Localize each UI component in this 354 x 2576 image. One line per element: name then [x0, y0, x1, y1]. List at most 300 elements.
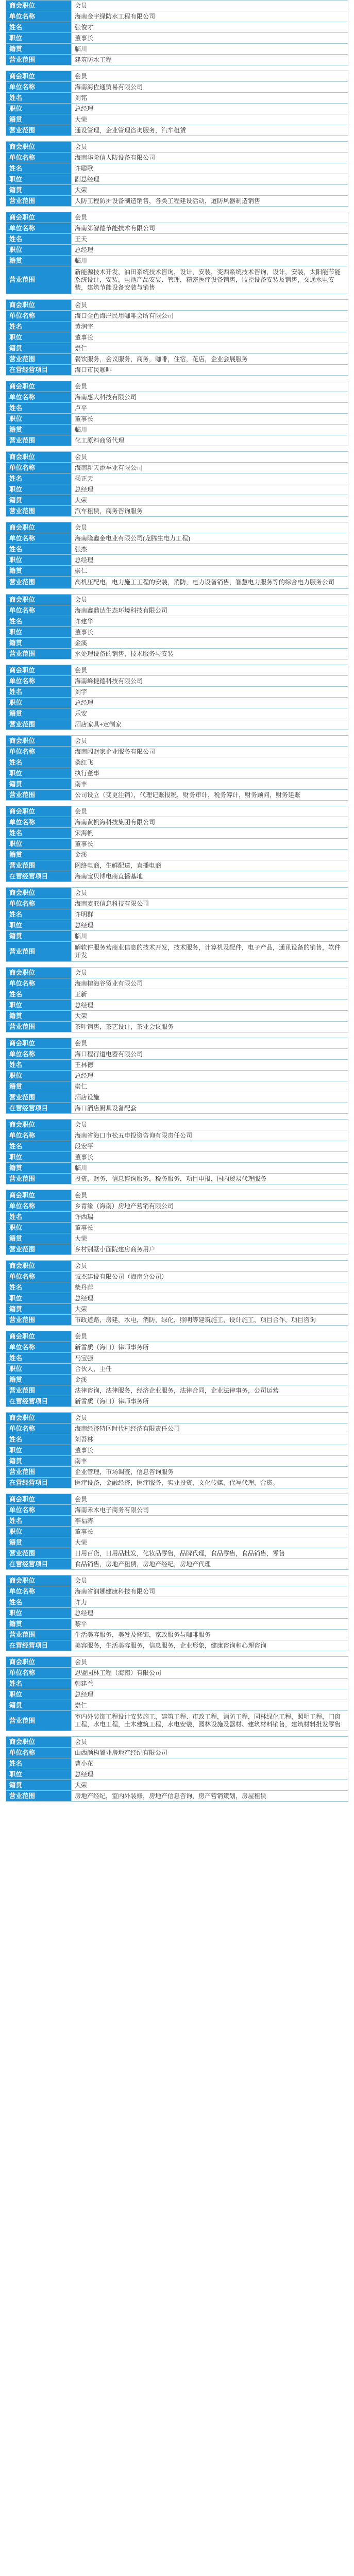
company-name-value: 海南鑫鼎达生态环境科技有限公司: [72, 605, 348, 616]
member-card: [6, 1736, 348, 1802]
company-name-label: 单位名称: [6, 1586, 72, 1597]
member-name-label: 姓名: [6, 1060, 72, 1071]
hometown-label: 籍贯: [6, 114, 72, 125]
chamber-position-value: 会员: [72, 452, 348, 463]
member-card: [6, 1038, 348, 1114]
card-row: [6, 381, 348, 392]
business-scope-label: 营业范围: [6, 1022, 72, 1032]
member-name-label: 姓名: [6, 1212, 72, 1223]
member-card: [6, 299, 348, 376]
member-card: [6, 0, 348, 65]
member-name-value: 王林德: [72, 1060, 348, 1071]
member-card: [6, 1494, 348, 1570]
company-name-value: 恩盟园林工程（海南）有限公司: [72, 1668, 348, 1679]
company-name-value: 海南惠大科技有限公司: [72, 392, 348, 403]
job-title-label: 职位: [6, 174, 72, 185]
card-row: [6, 311, 348, 321]
member-card: [6, 1260, 348, 1326]
card-row: [6, 736, 348, 747]
card-row: [6, 1640, 348, 1651]
job-title-label: 职位: [6, 33, 72, 44]
member-name-label: 姓名: [6, 1758, 72, 1769]
business-scope-label: 营业范围: [6, 1548, 72, 1559]
member-name-label: 姓名: [6, 321, 72, 332]
company-name-value: 海南隆鑫金电业有限公司(龙腾生电力工程): [72, 533, 348, 544]
job-title-label: 职位: [6, 484, 72, 495]
business-scope-value: 网络电商，生鲜配送，直播电商: [72, 860, 348, 871]
card-row: [6, 403, 348, 414]
card-row: [6, 1668, 348, 1679]
business-scope-label: 营业范围: [6, 354, 72, 365]
card-row: [6, 343, 348, 354]
hometown-label: 籍贯: [6, 1456, 72, 1467]
company-name-label: 单位名称: [6, 1272, 72, 1282]
company-name-label: 单位名称: [6, 1342, 72, 1353]
current-projects-label: 在营经营项目: [6, 365, 72, 376]
job-title-value: 董事长: [72, 33, 348, 44]
card-row: [6, 806, 348, 817]
chamber-position-label: 商会职位: [6, 968, 72, 978]
business-scope-value: 房地产经纪，室内外装修，房地产信息咨询，房产营销策划，房屋租赁: [72, 1791, 348, 1802]
current-projects-value: 美容服务，生活美容服务，信息服务，企业形象，健康咨询和心理咨询: [72, 1640, 348, 1651]
job-title-label: 职位: [6, 768, 72, 779]
member-card: [6, 1190, 348, 1255]
hometown-label: 籍贯: [6, 425, 72, 435]
chamber-position-label: 商会职位: [6, 522, 72, 533]
member-card: [6, 967, 348, 1032]
company-name-value: 海南第智德节能技术有限公司: [72, 223, 348, 234]
member-name-value: 刘宇: [72, 687, 348, 698]
company-name-value: 海南榕海谷贸业有限公司: [72, 978, 348, 989]
company-name-value: 海南禾木电子商务有限公司: [72, 1505, 348, 1516]
job-title-label: 职位: [6, 1152, 72, 1163]
card-row: [6, 234, 348, 245]
card-row: [6, 1434, 348, 1445]
hometown-label: 籍贯: [6, 1304, 72, 1315]
member-card: [6, 1656, 348, 1731]
job-title-value: 总经理: [72, 920, 348, 931]
job-title-label: 职位: [6, 1223, 72, 1233]
chamber-position-label: 商会职位: [6, 736, 72, 747]
member-name-value: 刘铭: [72, 93, 348, 104]
member-name-label: 姓名: [6, 22, 72, 33]
card-row: [6, 163, 348, 174]
card-row: [6, 365, 348, 376]
company-name-label: 单位名称: [6, 311, 72, 321]
chamber-position-label: 商会职位: [6, 1120, 72, 1130]
member-name-label: 姓名: [6, 93, 72, 104]
card-row: [6, 1011, 348, 1022]
card-row: [6, 1413, 348, 1423]
company-name-label: 单位名称: [6, 605, 72, 616]
job-title-value: 董事长: [72, 414, 348, 425]
hometown-label: 籍贯: [6, 708, 72, 719]
company-name-value: 海南阔财家企业服务有限公司: [72, 747, 348, 757]
card-row: [6, 104, 348, 114]
card-row: [6, 174, 348, 185]
company-name-label: 单位名称: [6, 1201, 72, 1212]
hometown-value: 临川: [72, 931, 348, 942]
member-name-label: 姓名: [6, 909, 72, 920]
member-card: [6, 735, 348, 801]
job-title-value: 总经理: [72, 1000, 348, 1011]
card-row: [6, 1385, 348, 1396]
card-row: [6, 1505, 348, 1516]
chamber-position-value: 会员: [72, 1737, 348, 1748]
business-scope-label: 营业范围: [6, 1467, 72, 1478]
business-scope-value: 化工原料商贸代理: [72, 435, 348, 446]
chamber-position-value: 会员: [72, 1494, 348, 1505]
hometown-label: 籍贯: [6, 1081, 72, 1092]
job-title-value: 总经理: [72, 484, 348, 495]
card-row: [6, 1000, 348, 1011]
card-row: [6, 142, 348, 152]
card-row: [6, 1304, 348, 1315]
company-name-value: 乡青缘（海南）房地产营销有限公司: [72, 1201, 348, 1212]
hometown-value: 临川: [72, 256, 348, 266]
business-scope-label: 营业范围: [6, 860, 72, 871]
card-row: [6, 1791, 348, 1802]
card-row: [6, 484, 348, 495]
member-card: [6, 665, 348, 730]
member-name-label: 姓名: [6, 473, 72, 484]
card-row: [6, 708, 348, 719]
card-row: [6, 71, 348, 82]
business-scope-value: 法律咨询，法律服务，经济企业服务，法律合同，企业法律事务，公司运营: [72, 1385, 348, 1396]
card-row: [6, 698, 348, 708]
hometown-value: 大荣: [72, 1011, 348, 1022]
member-name-label: 姓名: [6, 828, 72, 839]
business-scope-label: 营业范围: [6, 435, 72, 446]
chamber-position-value: 会员: [72, 212, 348, 223]
card-row: [6, 1711, 348, 1731]
card-row: [6, 850, 348, 860]
card-row: [6, 747, 348, 757]
job-title-value: 董事长: [72, 1152, 348, 1163]
company-name-label: 单位名称: [6, 1423, 72, 1434]
job-title-value: 总经理: [72, 1293, 348, 1304]
card-row: [6, 1141, 348, 1152]
hometown-value: 崇仁: [72, 1700, 348, 1711]
current-projects-value: 海南宝贝博电商直播基地: [72, 871, 348, 882]
business-scope-value: 解软件服务营商业信息的技术开发，技术服务，计算机及配件，电子产品，通讯设备的销售，软件开发: [72, 942, 348, 962]
business-scope-value: 酒店设施: [72, 1092, 348, 1103]
hometown-label: 籍贯: [6, 185, 72, 196]
job-title-value: 总经理: [72, 1071, 348, 1081]
hometown-label: 籍贯: [6, 1163, 72, 1174]
hometown-label: 籍贯: [6, 638, 72, 649]
card-row: [6, 676, 348, 687]
business-scope-label: 营业范围: [6, 1315, 72, 1326]
job-title-label: 职位: [6, 698, 72, 708]
job-title-label: 职位: [6, 1527, 72, 1537]
chamber-position-value: 会员: [72, 806, 348, 817]
hometown-label: 籍贯: [6, 1619, 72, 1630]
member-card: [6, 381, 348, 446]
job-title-label: 职位: [6, 1000, 72, 1011]
card-row: [6, 1272, 348, 1282]
chamber-position-value: 会员: [72, 665, 348, 676]
card-row: [6, 1282, 348, 1293]
card-row: [6, 719, 348, 730]
chamber-position-value: 会员: [72, 1120, 348, 1130]
chamber-position-value: 会员: [72, 968, 348, 978]
card-row: [6, 1244, 348, 1255]
business-scope-value: 市政道路，房建，水电，消防，绿化，照明等建筑施工，设计施工，项目合作，项目咨询: [72, 1315, 348, 1326]
hometown-label: 籍贯: [6, 1700, 72, 1711]
business-scope-value: 建筑防水工程: [72, 55, 348, 65]
chamber-position-label: 商会职位: [6, 300, 72, 311]
chamber-position-value: 会员: [72, 142, 348, 152]
member-name-label: 姓名: [6, 1141, 72, 1152]
hometown-value: 大荣: [72, 1233, 348, 1244]
current-projects-label: 在营经营项目: [6, 1396, 72, 1407]
business-scope-label: 营业范围: [6, 506, 72, 517]
card-row: [6, 1130, 348, 1141]
card-row: [6, 1060, 348, 1071]
chamber-position-value: 会员: [72, 888, 348, 899]
member-name-value: 马宝强: [72, 1353, 348, 1364]
card-row: [6, 1315, 348, 1326]
hometown-label: 籍贯: [6, 779, 72, 790]
member-name-label: 姓名: [6, 1434, 72, 1445]
job-title-value: 总经理: [72, 1769, 348, 1780]
business-scope-label: 营业范围: [6, 649, 72, 659]
job-title-value: 合伙人，主任: [72, 1364, 348, 1375]
chamber-position-value: 会员: [72, 1, 348, 11]
chamber-position-label: 商会职位: [6, 1575, 72, 1586]
current-projects-label: 在营经营项目: [6, 1640, 72, 1651]
company-name-label: 单位名称: [6, 899, 72, 909]
card-row: [6, 125, 348, 136]
chamber-position-value: 会员: [72, 71, 348, 82]
job-title-value: 董事长: [72, 1223, 348, 1233]
company-name-label: 单位名称: [6, 1130, 72, 1141]
chamber-position-value: 会员: [72, 300, 348, 311]
business-scope-label: 营业范围: [6, 196, 72, 207]
card-row: [6, 1103, 348, 1114]
chamber-position-label: 商会职位: [6, 142, 72, 152]
business-scope-value: 通设管理，企业管理咨询服务，汽车租赁: [72, 125, 348, 136]
job-title-value: 总经理: [72, 555, 348, 566]
member-name-value: 张俊才: [72, 22, 348, 33]
member-name-label: 姓名: [6, 403, 72, 414]
business-scope-value: 人防工程防护设备制造销售，各类工程建设活动，道防风器制造销售: [72, 196, 348, 207]
chamber-position-value: 会员: [72, 595, 348, 605]
card-row: [6, 266, 348, 294]
business-scope-value: 茶叶销售，茶艺设计，茶业会议服务: [72, 1022, 348, 1032]
member-name-label: 姓名: [6, 1679, 72, 1689]
business-scope-label: 营业范围: [6, 942, 72, 962]
card-row: [6, 860, 348, 871]
hometown-value: 崇仁: [72, 566, 348, 577]
chamber-position-label: 商会职位: [6, 452, 72, 463]
business-scope-value: 高机压配电，电力施工工程的安装，消防，电力设备销售，智慧电力服务等的综合电力服务公司: [72, 577, 348, 589]
job-title-label: 职位: [6, 1071, 72, 1081]
company-name-value: 海南黄帆海科技集团有限公司: [72, 817, 348, 828]
card-row: [6, 1049, 348, 1060]
business-scope-value: 企业管理，市场调查，信息咨询服务: [72, 1467, 348, 1478]
card-row: [6, 687, 348, 698]
hometown-label: 籍贯: [6, 495, 72, 506]
hometown-value: 崇仁: [72, 343, 348, 354]
card-row: [6, 1364, 348, 1375]
job-title-value: 总经理: [72, 1689, 348, 1700]
card-row: [6, 93, 348, 104]
card-row: [6, 392, 348, 403]
business-scope-label: 营业范围: [6, 125, 72, 136]
member-card: [6, 887, 348, 962]
card-row: [6, 931, 348, 942]
chamber-position-label: 商会职位: [6, 665, 72, 676]
business-scope-label: 营业范围: [6, 1092, 72, 1103]
card-row: [6, 1445, 348, 1456]
hometown-label: 籍贯: [6, 1233, 72, 1244]
company-name-value: 海南峰捷德科技有限公司: [72, 676, 348, 687]
job-title-value: 执行董事: [72, 768, 348, 779]
hometown-value: 大荣: [72, 114, 348, 125]
card-row: [6, 223, 348, 234]
member-name-label: 姓名: [6, 1516, 72, 1527]
company-name-value: 海南新天添车业有限公司: [72, 463, 348, 473]
member-name-label: 姓名: [6, 616, 72, 627]
member-name-value: 许力: [72, 1597, 348, 1608]
member-card: [6, 71, 348, 136]
chamber-position-value: 会员: [72, 1657, 348, 1668]
company-name-value: 海南金宇绿防水工程有限公司: [72, 11, 348, 22]
card-row: [6, 1548, 348, 1559]
company-name-label: 单位名称: [6, 676, 72, 687]
card-row: [6, 595, 348, 605]
card-row: [6, 1748, 348, 1758]
chamber-position-value: 会员: [72, 1261, 348, 1272]
business-scope-value: 乡村别墅小面院建房商务用户: [72, 1244, 348, 1255]
current-projects-label: 在营经营项目: [6, 1103, 72, 1114]
member-name-label: 姓名: [6, 1353, 72, 1364]
hometown-value: 大荣: [72, 1304, 348, 1315]
business-scope-value: 新能源技术开发，油田系统技术咨询，设计，安装，变西系统技术咨询，设计，安装，太阳能节能系统设计，安装，电池产品安装、管理，精密医疗设备销售，监控设备安装及销售，交通水电安装，建筑节能设备安装与销售: [72, 266, 348, 294]
hometown-label: 籍贯: [6, 566, 72, 577]
hometown-value: 大荣: [72, 185, 348, 196]
card-row: [6, 1022, 348, 1032]
hometown-value: 黎平: [72, 1619, 348, 1630]
company-name-label: 单位名称: [6, 463, 72, 473]
hometown-label: 籍贯: [6, 44, 72, 55]
card-row: [6, 1, 348, 11]
member-card: [6, 806, 348, 882]
card-row: [6, 1081, 348, 1092]
member-name-value: 柴丹萍: [72, 1282, 348, 1293]
job-title-label: 职位: [6, 1608, 72, 1619]
card-row: [6, 839, 348, 850]
chamber-position-label: 商会职位: [6, 1, 72, 11]
company-name-label: 单位名称: [6, 1505, 72, 1516]
company-name-label: 单位名称: [6, 978, 72, 989]
hometown-value: 大荣: [72, 495, 348, 506]
member-name-label: 姓名: [6, 544, 72, 555]
member-name-value: 许西瑞: [72, 1212, 348, 1223]
chamber-position-value: 会员: [72, 1038, 348, 1049]
card-row: [6, 1608, 348, 1619]
job-title-value: 董事长: [72, 332, 348, 343]
member-name-value: 宋海帆: [72, 828, 348, 839]
card-row: [6, 665, 348, 676]
job-title-label: 职位: [6, 1769, 72, 1780]
business-scope-label: 营业范围: [6, 1711, 72, 1731]
business-scope-label: 营业范围: [6, 719, 72, 730]
member-name-label: 姓名: [6, 687, 72, 698]
member-card: [6, 1412, 348, 1488]
company-name-value: 海南省润娜健康科技有限公司: [72, 1586, 348, 1597]
member-card: [6, 212, 348, 294]
hometown-value: 大荣: [72, 1780, 348, 1791]
card-row: [6, 152, 348, 163]
card-row: [6, 321, 348, 332]
company-name-value: 海南海佐通贸易有限公司: [72, 82, 348, 93]
chamber-position-value: 会员: [72, 1413, 348, 1423]
business-scope-label: 营业范围: [6, 1630, 72, 1640]
chamber-position-value: 会员: [72, 736, 348, 747]
business-scope-label: 营业范围: [6, 266, 72, 294]
card-row: [6, 1575, 348, 1586]
card-row: [6, 1619, 348, 1630]
hometown-value: 南丰: [72, 779, 348, 790]
hometown-value: 临川: [72, 44, 348, 55]
card-row: [6, 779, 348, 790]
member-name-label: 姓名: [6, 757, 72, 768]
hometown-value: 金溪: [72, 850, 348, 860]
business-scope-label: 营业范围: [6, 1174, 72, 1184]
card-row: [6, 605, 348, 616]
business-scope-value: 酒店家具+定制家: [72, 719, 348, 730]
chamber-position-label: 商会职位: [6, 1657, 72, 1668]
card-row: [6, 1467, 348, 1478]
chamber-position-label: 商会职位: [6, 1190, 72, 1201]
card-row: [6, 212, 348, 223]
job-title-label: 职位: [6, 104, 72, 114]
company-name-label: 单位名称: [6, 11, 72, 22]
member-name-value: 桑红飞: [72, 757, 348, 768]
business-scope-value: 汽车租赁，商务咨询服务: [72, 506, 348, 517]
member-name-value: 李福涛: [72, 1516, 348, 1527]
business-scope-value: 生活美容服务，美发及修饰，家政服务与咖啡服务: [72, 1630, 348, 1640]
card-row: [6, 463, 348, 473]
card-row: [6, 1516, 348, 1527]
card-row: [6, 817, 348, 828]
card-row: [6, 942, 348, 962]
hometown-value: 金溪: [72, 638, 348, 649]
job-title-label: 职位: [6, 555, 72, 566]
card-row: [6, 1527, 348, 1537]
card-row: [6, 989, 348, 1000]
hometown-value: 金溪: [72, 1375, 348, 1385]
card-row: [6, 185, 348, 196]
card-row: [6, 909, 348, 920]
company-name-label: 单位名称: [6, 1748, 72, 1758]
member-card: [6, 594, 348, 659]
job-title-value: 董事长: [72, 1527, 348, 1537]
chamber-position-label: 商会职位: [6, 1494, 72, 1505]
card-row: [6, 1758, 348, 1769]
member-card: [6, 451, 348, 517]
card-row: [6, 473, 348, 484]
card-row: [6, 1261, 348, 1272]
card-row: [6, 544, 348, 555]
card-row: [6, 757, 348, 768]
hometown-label: 籍贯: [6, 931, 72, 942]
company-name-value: 山西颜构置业房地产经纪有限公司: [72, 1748, 348, 1758]
card-row: [6, 1201, 348, 1212]
